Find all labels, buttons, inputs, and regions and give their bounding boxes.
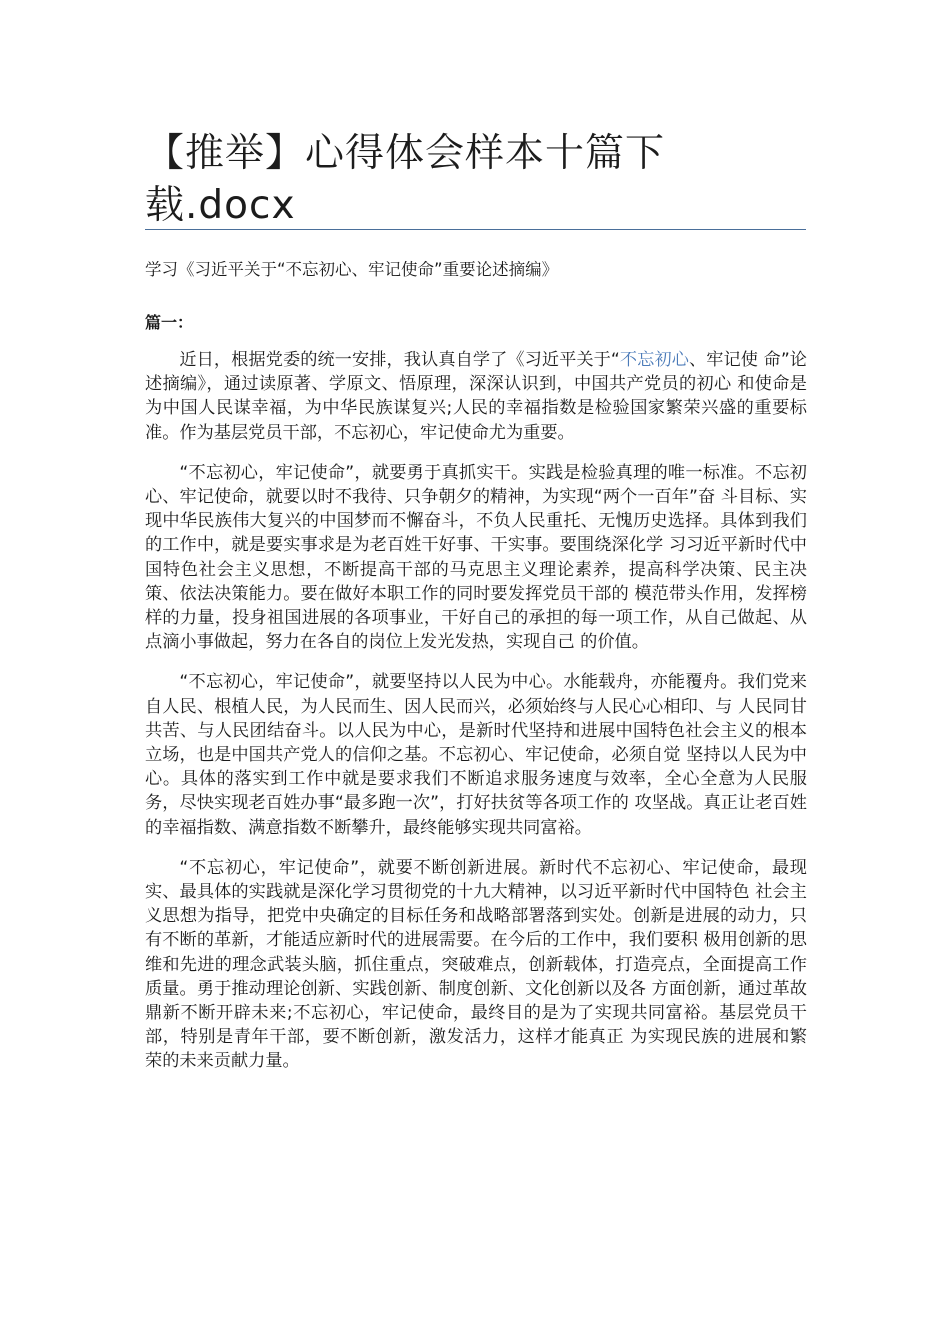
- document-body: [145, 348, 807, 1090]
- paragraph-1-text-a: 近日，根据党委的统一安排，我认真自学了《习近平关于“: [179, 350, 620, 370]
- section-heading: 篇一：: [145, 313, 194, 332]
- paragraph-1: [145, 348, 807, 445]
- document-subtitle: 学习《习近平关于“不忘初心、牢记使命”重要论述摘编》: [145, 260, 559, 279]
- paragraph-1-text-b: 、牢记使 命”论述摘编》，通过读原著、学原文、悟原理，深深认识到，中国共产党员的初心 和使命是为中国人民谋幸福，为中华民族谋复兴;人民的幸福指数是检验国家繁荣兴盛的重要标准。作为基层党员干部，不忘初心，牢记使命尤为重要。: [145, 350, 807, 443]
- document-title: 【推举】心得体会样本十篇下载.docx: [145, 131, 666, 228]
- paragraph-2: “不忘初心，牢记使命”，就要勇于真抓实干。实践是检验真理的唯一标准。不忘初心、牢记使命，就要以时不我待、只争朝夕的精神，为实现“两个一百年”奋 斗目标、实现中华民族伟大复兴的中国梦而不懈奋斗，不负人民重托、无愧历史选择。具体到我们的工作中，就是要实事求是为老百姓干好事、干实事。要围绕深化学 习习近平新时代中国特色社会主义思想，不断提高干部的马克思主义理论素养，提高科学决策、民主决策、依法决策能力。要在做好本职工作的同时要发挥党员干部的 模范带头作用，发挥榜样的力量，投身祖国进展的各项事业，干好自己的承担的每一项工作，从自己做起、从点滴小事做起，努力在各自的岗位上发光发热，实现自己 的价值。: [145, 462, 807, 653]
- highlighted-phrase-link[interactable]: 不忘初心: [619, 350, 689, 370]
- title-divider: [145, 229, 806, 230]
- paragraph-4: “不忘初心，牢记使命”，就要不断创新进展。新时代不忘初心、牢记使命，最现实、最具体的实践就是深化学习贯彻党的十九大精神，以习近平新时代中国特色 社会主义思想为指导，把党中央确定的目标任务和战略部署落到实处。创新是进展的动力，只有不断的革新，才能适应新时代的进展需要。在今后的工作中，我们要积 极用创新的思维和先进的理念武装头脑，抓住重点，突破难点，创新载体，打造亮点，全面提高工作质量。勇于推动理论创新、实践创新、制度创新、文化创新以及各 方面创新，通过革故鼎新不断开辟未来;不忘初心，牢记使命，最终目的是为了实现共同富裕。基层党员干部，特别是青年干部，要不断创新，激发活力，这样才能真正 为实现民族的进展和繁 荣的未来贡献力量。: [145, 857, 807, 1072]
- paragraph-3: “不忘初心，牢记使命”，就要坚持以人民为中心。水能载舟，亦能覆舟。我们党来自人民、根植人民，为人民而生、因人民而兴，必须始终与人民心心相印、与 人民同甘共苦、与人民团结奋斗。以人民为中心，是新时代坚持和进展中国特色社会主义的根本立场，也是中国共产党人的信仰之基。不忘初心、牢记使命，必须自觉 坚持以人民为中心。具体的落实到工作中就是要求我们不断追求服务速度与效率，全心全意为人民服务，尽快实现老百姓办事“最多跑一次”，打好扶贫等各项工作的 攻坚战。真正让老百姓的幸福指数、满意指数不断攀升，最终能够实现共同富裕。: [145, 672, 807, 838]
